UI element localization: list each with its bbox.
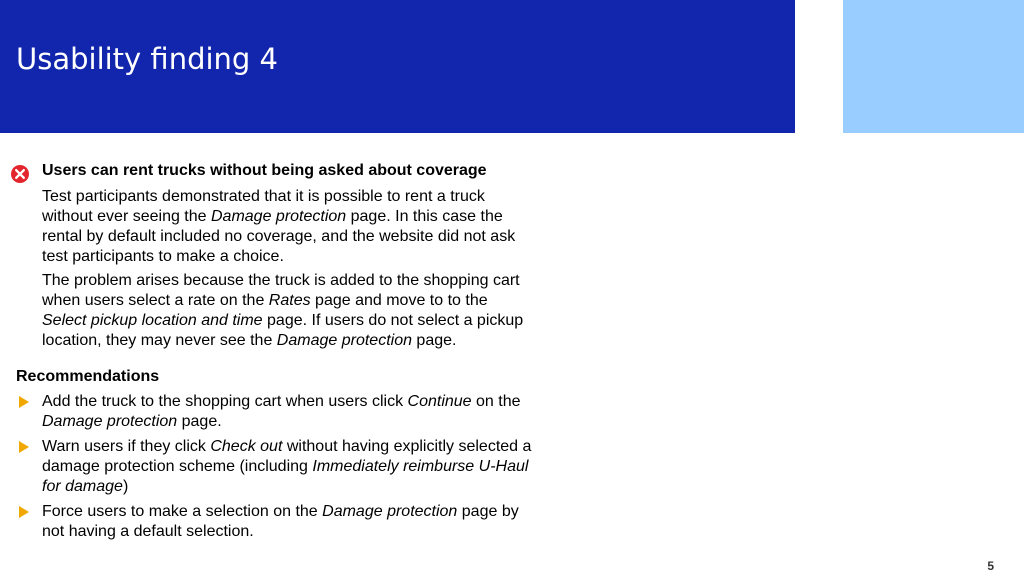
triangle-bullet-icon <box>19 396 29 408</box>
finding-paragraph <box>42 187 536 267</box>
text-run: page and move to to the <box>310 292 488 309</box>
emphasized-text: Damage protection <box>211 208 347 225</box>
accent-block <box>843 0 1024 133</box>
title-banner <box>0 0 795 133</box>
text-run: Test participants demonstrated that it is possible to rent a truck without ever seeing the <box>42 188 485 225</box>
text-run: Add the truck to the shopping cart when users click <box>42 393 408 410</box>
text-run: page. If users do not select a pickup location, they may never see the <box>42 312 524 349</box>
text-run: page by not having a default selection. <box>42 503 519 540</box>
recommendations-heading: Recommendations <box>16 368 160 385</box>
text-run: page. In this case the rental by default included no coverage, and the website did not ask test participants to make a choice. <box>42 208 516 265</box>
emphasized-text: Continue <box>407 393 472 410</box>
recommendation-item <box>16 392 536 432</box>
text-run: page. <box>177 413 222 430</box>
emphasized-text: Damage protection <box>42 413 178 430</box>
emphasized-text: Check out <box>210 438 283 455</box>
recommendations-list <box>16 392 536 542</box>
recommendation-item <box>16 437 536 497</box>
text-run: The problem arises because the truck is added to the shopping cart when users select a rate on the <box>42 272 520 309</box>
text-run: page. <box>411 332 457 349</box>
text-run: ) <box>122 478 129 495</box>
finding-heading: Users can rent trucks without being asked about coverage <box>42 162 487 179</box>
emphasized-text: Select pickup location and time <box>42 312 263 329</box>
slide-content <box>16 160 536 547</box>
recommendation-item <box>16 502 536 542</box>
text-run: Force users to make a selection on the <box>42 503 323 520</box>
triangle-bullet-icon <box>19 506 29 518</box>
text-run: Warn users if they click <box>42 438 211 455</box>
finding-paragraph <box>42 271 536 351</box>
slide-title: Usability finding 4 <box>16 42 279 76</box>
emphasized-text: Rates <box>268 292 311 309</box>
emphasized-text: Damage protection <box>276 332 412 349</box>
text-run: on the <box>471 393 521 410</box>
page-number: 5 <box>987 559 994 573</box>
finding-section <box>16 161 536 351</box>
error-x-icon <box>11 165 29 183</box>
finding-body <box>42 187 536 351</box>
text-run: without having explicitly selected a damage protection scheme (including <box>42 438 532 475</box>
emphasized-text: Damage protection <box>322 503 458 520</box>
emphasized-text: Immediately reimburse U-Haul for damage <box>42 458 529 495</box>
triangle-bullet-icon <box>19 441 29 453</box>
